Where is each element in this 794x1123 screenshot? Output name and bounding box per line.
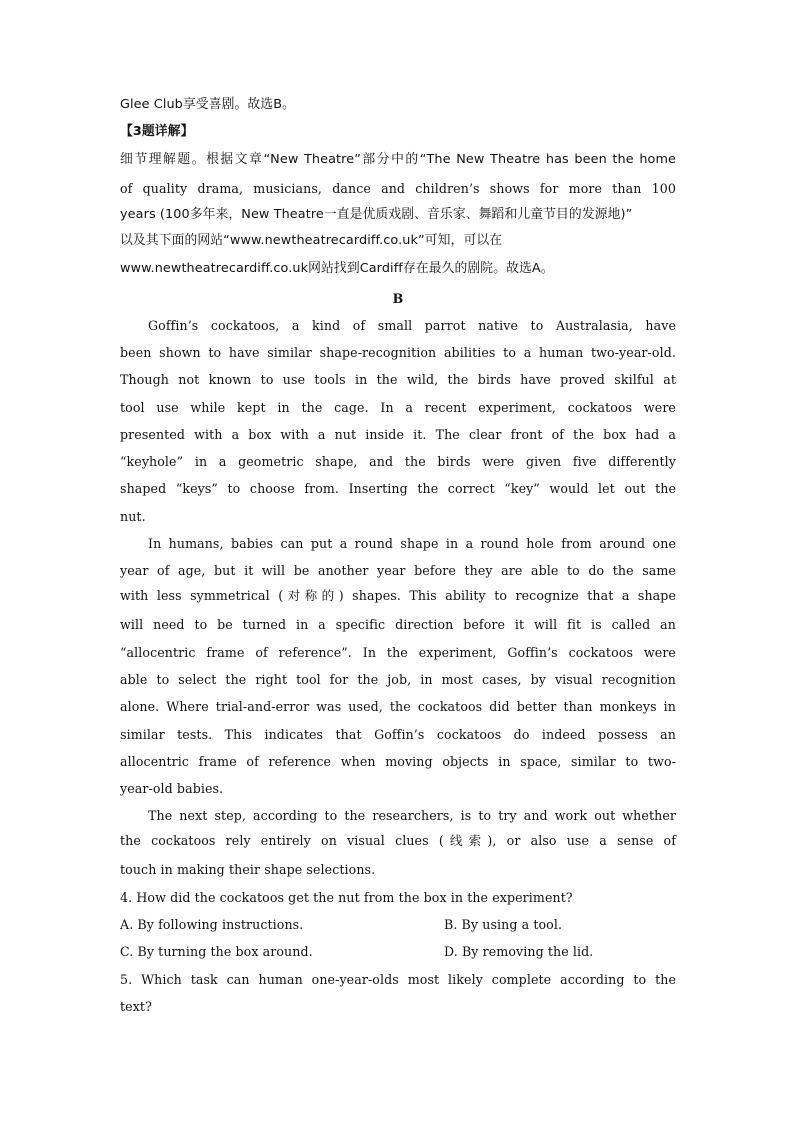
question-4-option-b: B. By using a tool. <box>444 917 563 932</box>
q3-explanation-line: of quality drama, musicians, dance and children’s shows for more than 100 <box>120 181 676 196</box>
passage-line: allocentric frame of reference when moving objects in space, similar to two- <box>120 754 676 769</box>
passage-line: Though not known to use tools in the wild, the birds have proved skilful at <box>120 372 676 387</box>
q3-explanation-line: 以及其下面的网站“www.newtheatrecardiff.co.uk”可知，可以在 <box>120 233 503 248</box>
passage-line: will need to be turned in a specific direction before it will fit is called an <box>120 617 676 632</box>
passage-line: year of age, but it will be another year before they are able to do the same <box>120 563 676 578</box>
passage-line: the cockatoos rely entirely on visual clues (线索), or also use a sense of <box>120 833 676 848</box>
passage-line: shaped “keys” to choose from. Inserting the correct “key” would let out the <box>120 481 676 496</box>
passage-line: nut. <box>120 509 146 524</box>
passage-line: alone. Where trial-and-error was used, the cockatoos did better than monkeys in <box>120 699 676 714</box>
section-label: B <box>392 291 404 306</box>
q3-explanation-line: years (100多年来，New Theatre一直是优质戏剧、音乐家、舞蹈和儿童节目的发源地)” <box>120 207 633 222</box>
passage-line: The next step, according to the researchers, is to try and work out whether <box>148 808 676 823</box>
q3-heading: 【3题详解】 <box>120 124 194 139</box>
question-4-option-d: D. By removing the lid. <box>444 944 594 959</box>
passage-line: Goffin’s cockatoos, a kind of small parrot native to Australasia, have <box>148 318 676 333</box>
passage-line: year-old babies. <box>120 781 224 796</box>
question-4-option-a: A. By following instructions. <box>120 917 304 932</box>
passage-line: similar tests. This indicates that Goffin’s cockatoos do indeed possess an <box>120 727 676 742</box>
question-4-stem: 4. How did the cockatoos get the nut from the box in the experiment? <box>120 890 573 905</box>
q3-explanation-line: 细节理解题。根据文章“New Theatre”部分中的“The New Theatre has been the home <box>120 152 676 167</box>
question-5-stem: 5. Which task can human one-year-olds most likely complete according to the <box>120 972 676 987</box>
passage-line: “allocentric frame of reference”. In the experiment, Goffin’s cockatoos were <box>120 645 676 660</box>
passage-line: tool use while kept in the cage. In a recent experiment, cockatoos were <box>120 400 676 415</box>
answer-3-tail: Glee Club享受喜剧。故选B。 <box>120 97 295 112</box>
q3-explanation-line: www.newtheatrecardiff.co.uk网站找到Cardiff存在最久的剧院。故选A。 <box>120 261 554 276</box>
passage-line: been shown to have similar shape-recognition abilities to a human two-year-old. <box>120 345 676 360</box>
passage-line: with less symmetrical (对称的) shapes. This ability to recognize that a shape <box>120 588 676 603</box>
passage-line: “keyhole” in a geometric shape, and the birds were given five differently <box>120 454 676 469</box>
passage-line: In humans, babies can put a round shape in a round hole from around one <box>148 536 676 551</box>
passage-line: presented with a box with a nut inside it. The clear front of the box had a <box>120 427 676 442</box>
question-5-stem-continued: text? <box>120 999 152 1014</box>
passage-line: touch in making their shape selections. <box>120 862 376 877</box>
question-4-option-c: C. By turning the box around. <box>120 944 313 959</box>
passage-line: able to select the right tool for the job, in most cases, by visual recognition <box>120 672 676 687</box>
